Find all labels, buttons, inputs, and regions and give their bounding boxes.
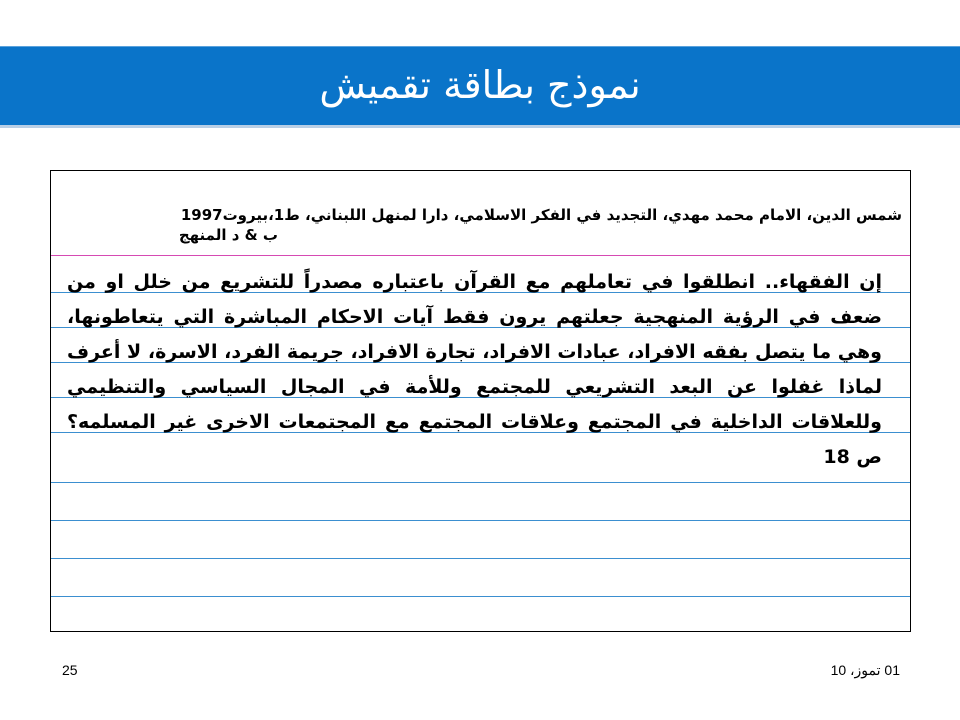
card-citation: شمس الدين، الامام محمد مهدي، التجديد في الفكر الاسلامي، دارا لمنهل اللبناني، ط1،بيروت1997 xyxy=(180,206,902,224)
title-bar xyxy=(0,46,960,128)
card-rule-line xyxy=(51,596,910,597)
slide-title: نموذج بطاقة تقميش xyxy=(319,63,641,107)
card-rule-line xyxy=(51,558,910,559)
note-card xyxy=(50,170,911,632)
card-body-text: إن الفقهاء.. انطلقوا في تعاملهم مع القرآن باعتباره مصدراً للتشريع من خلل او من ضعف في الرؤية المنهجية جعلتهم يرون فقط آيات الاحكام المباشرة التي يتعاطونها، وهي ما يتصل بفقه الافراد، عبادات الافراد، تجارة الافراد، جريمة الفرد، الاسرة، لا أعرف لماذا غفلوا عن البعد التشريعي للمجتمع وللأمة في المجال السياسي والتنظيمي وللعلاقات الداخلية في المجتمع وعلاقات المجتمع مع المجتمعات الاخرى غير المسلمه؟ ص 18 xyxy=(67,271,882,468)
page-number: 25 xyxy=(62,662,78,678)
card-header-rule xyxy=(51,255,910,256)
footer-date: 01 تموز، 10 xyxy=(830,662,900,678)
card-source-tag: ب & د المنهج xyxy=(178,226,278,244)
card-rule-line xyxy=(51,482,910,483)
card-rule-line xyxy=(51,520,910,521)
